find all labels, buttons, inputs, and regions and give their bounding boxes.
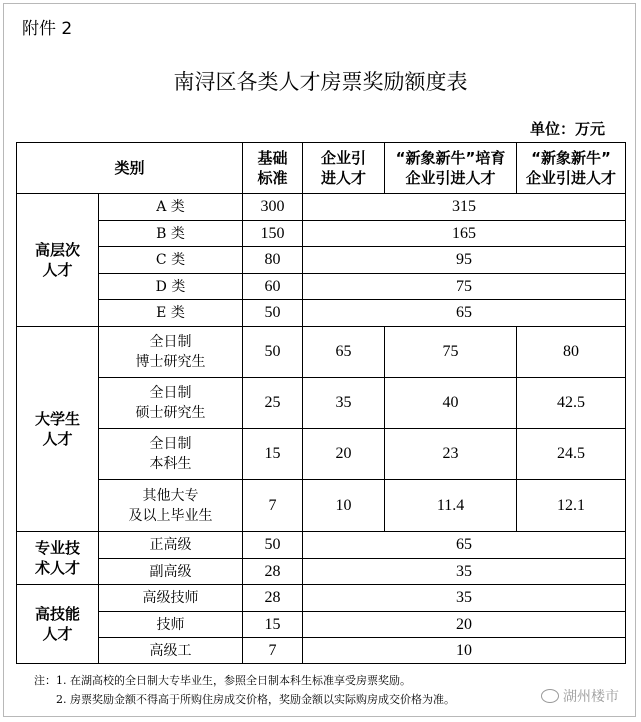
merged-value: 315 <box>303 194 626 221</box>
row-label: 正高级 <box>99 532 243 559</box>
header-enterprise: 企业引 进人才 <box>303 143 385 194</box>
newox-value: 12.1 <box>517 480 626 532</box>
table-row <box>17 480 626 532</box>
watermark-text: 湖州楼市 <box>563 689 619 705</box>
merged-value: 75 <box>303 274 626 300</box>
enterprise-value: 10 <box>303 480 385 532</box>
base-value: 28 <box>243 559 303 585</box>
row-label: 副高级 <box>99 559 243 585</box>
enterprise-value: 20 <box>303 429 385 480</box>
merged-value: 10 <box>303 638 626 664</box>
base-value: 150 <box>243 221 303 247</box>
newox-value: 80 <box>517 327 626 378</box>
page-title: 南浔区各类人才房票奖励额度表 <box>173 70 468 94</box>
base-value: 50 <box>243 327 303 378</box>
merged-value: 65 <box>303 300 626 327</box>
group-label: 大学生 人才 <box>17 327 99 532</box>
merged-value: 35 <box>303 559 626 585</box>
row-label: 高级工 <box>99 638 243 664</box>
newox-value: 42.5 <box>517 378 626 429</box>
footnote-1: 注：1. 在湖高校的全日制大专毕业生，参照全日制本科生标准享受房票奖励。 <box>34 674 411 687</box>
group-label: 专业技 术人才 <box>17 532 99 585</box>
base-value: 7 <box>243 638 303 664</box>
base-value: 50 <box>243 300 303 327</box>
header-category: 类别 <box>17 143 243 194</box>
table-row <box>17 429 626 480</box>
merged-value: 65 <box>303 532 626 559</box>
enterprise-value: 35 <box>303 378 385 429</box>
row-label: B 类 <box>99 221 243 247</box>
base-value: 60 <box>243 274 303 300</box>
incubated-value: 11.4 <box>385 480 517 532</box>
base-value: 25 <box>243 378 303 429</box>
enterprise-value: 65 <box>303 327 385 378</box>
merged-value: 95 <box>303 247 626 274</box>
table-row <box>17 612 626 638</box>
table-row <box>17 585 626 612</box>
row-label: 全日制 本科生 <box>99 429 243 480</box>
base-value: 80 <box>243 247 303 274</box>
incubated-value: 23 <box>385 429 517 480</box>
base-value: 7 <box>243 480 303 532</box>
row-label: C 类 <box>99 247 243 274</box>
table-header-row <box>17 143 626 194</box>
table-row <box>17 300 626 327</box>
merged-value: 20 <box>303 612 626 638</box>
table-row <box>17 221 626 247</box>
merged-value: 165 <box>303 221 626 247</box>
footnote-2: 2. 房票奖励金额不得高于所购住房成交价格，奖励金额以实际购房成交价格为准。 <box>56 693 455 706</box>
row-label: 全日制 博士研究生 <box>99 327 243 378</box>
table-row <box>17 559 626 585</box>
merged-value: 35 <box>303 585 626 612</box>
row-label: 全日制 硕士研究生 <box>99 378 243 429</box>
table-row <box>17 638 626 664</box>
award-table <box>16 142 626 664</box>
table-row <box>17 247 626 274</box>
unit-label: 单位：万元 <box>529 120 605 138</box>
group-label: 高技能 人才 <box>17 585 99 664</box>
incubated-value: 75 <box>385 327 517 378</box>
incubated-value: 40 <box>385 378 517 429</box>
newox-value: 24.5 <box>517 429 626 480</box>
row-label: A 类 <box>99 194 243 221</box>
base-value: 15 <box>243 612 303 638</box>
table-row <box>17 194 626 221</box>
base-value: 300 <box>243 194 303 221</box>
table-row <box>17 532 626 559</box>
footnotes <box>34 671 594 709</box>
base-value: 28 <box>243 585 303 612</box>
attachment-label: 附件 2 <box>22 19 73 39</box>
header-incubated: “新象新牛”培育 企业引进人才 <box>385 143 517 194</box>
wechat-icon <box>541 689 559 703</box>
header-newox: “新象新牛” 企业引进人才 <box>517 143 626 194</box>
group-label: 高层次 人才 <box>17 194 99 327</box>
row-label: D 类 <box>99 274 243 300</box>
base-value: 15 <box>243 429 303 480</box>
row-label: 高级技师 <box>99 585 243 612</box>
watermark <box>541 686 619 706</box>
row-label: E 类 <box>99 300 243 327</box>
base-value: 50 <box>243 532 303 559</box>
row-label: 技师 <box>99 612 243 638</box>
row-label: 其他大专 及以上毕业生 <box>99 480 243 532</box>
table-row <box>17 327 626 378</box>
table-row <box>17 274 626 300</box>
table-row <box>17 378 626 429</box>
header-base: 基础 标准 <box>243 143 303 194</box>
